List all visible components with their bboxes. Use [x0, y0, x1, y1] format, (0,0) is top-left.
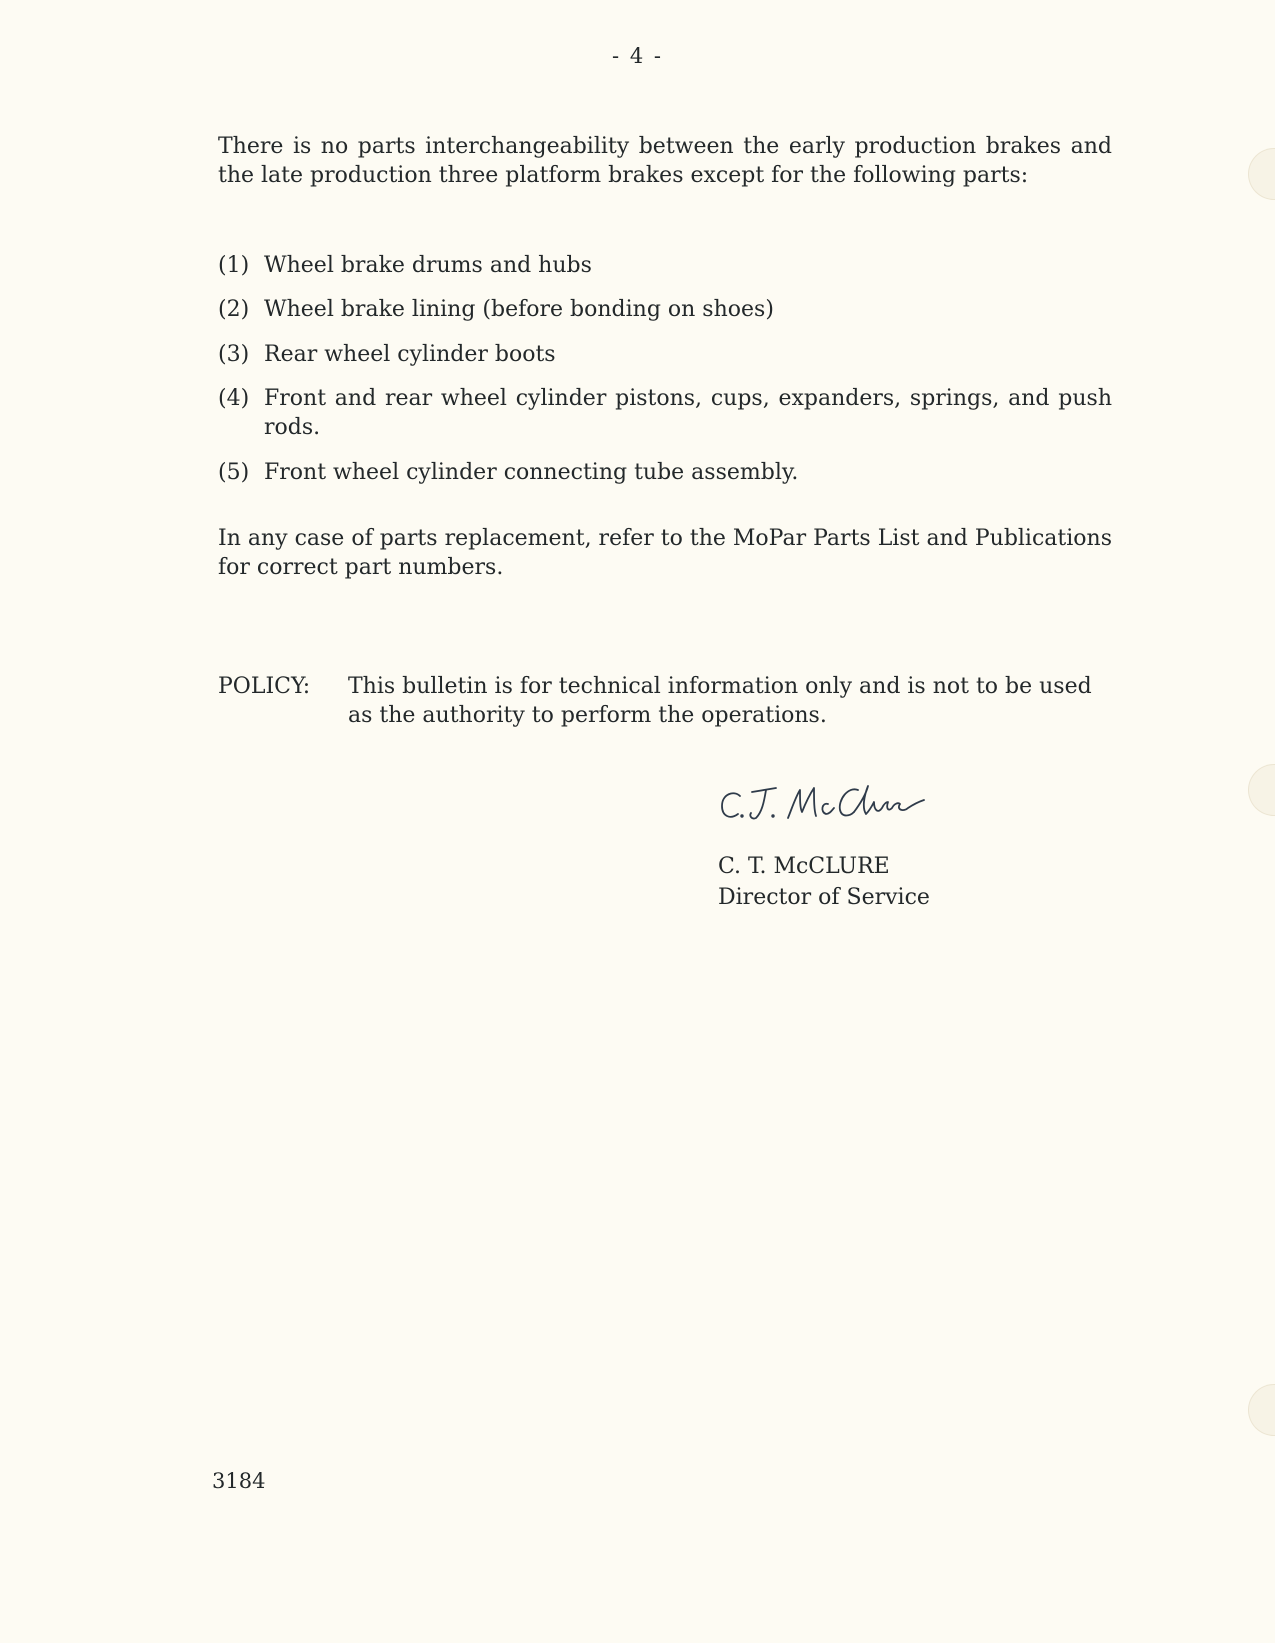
list-item: [218, 295, 1112, 324]
list-item-number: (5): [218, 460, 250, 485]
policy-text: This bulletin is for technical information only and is not to be used as the authority to perform the operations.: [348, 674, 1092, 728]
list-item-number: (3): [218, 342, 250, 367]
list-item: [218, 384, 1112, 442]
binder-hole-mark: [1248, 1384, 1275, 1436]
binder-hole-mark: [1248, 764, 1275, 816]
signer-title: Director of Service: [718, 885, 930, 910]
list-item: [218, 251, 1112, 280]
policy-label: POLICY:: [218, 674, 311, 699]
list-item-text: Front wheel cylinder connecting tube assembly.: [264, 460, 799, 485]
closing-paragraph: In any case of parts replacement, refer to the MoPar Parts List and Publications for correct part numbers.: [218, 526, 1112, 580]
list-item-text: Wheel brake drums and hubs: [264, 253, 592, 278]
list-item-text: Wheel brake lining (before bonding on shoes): [264, 297, 774, 322]
list-item-number: (1): [218, 253, 250, 278]
list-item-text: Rear wheel cylinder boots: [264, 342, 556, 367]
signer-block: [718, 851, 930, 913]
document-number: 3184: [212, 1469, 266, 1493]
list-item-number: (4): [218, 386, 250, 411]
list-item-text: Front and rear wheel cylinder pistons, cups, expanders, springs, and push rods.: [264, 386, 1112, 440]
list-item-number: (2): [218, 297, 250, 322]
intro-paragraph: There is no parts interchangeability between the early production brakes and the late production three platform brakes except for the following parts:: [218, 134, 1112, 188]
list-item: [218, 458, 1112, 487]
page-number: - 4 -: [612, 44, 663, 68]
policy-statement: [218, 672, 1112, 730]
handwritten-signature: [718, 780, 958, 828]
binder-hole-mark: [1248, 148, 1275, 200]
signer-name: C. T. McCLURE: [718, 854, 890, 879]
list-item: [218, 340, 1112, 369]
